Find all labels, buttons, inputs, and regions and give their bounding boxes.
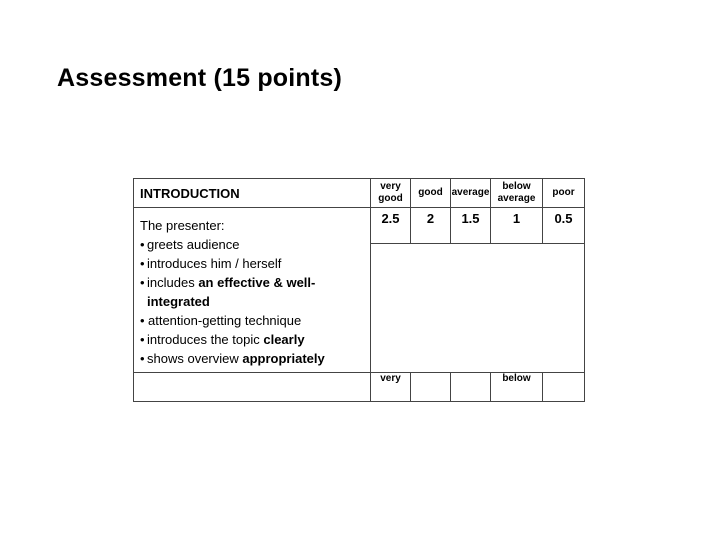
- column-label: very: [380, 181, 401, 192]
- score-good: 2: [411, 208, 451, 244]
- column-label: good: [418, 187, 443, 198]
- score-entry-box: [371, 244, 585, 373]
- column-label: average: [497, 193, 536, 204]
- score-poor: 0.5: [543, 208, 585, 244]
- criteria-item: • introduces the topic clearly: [140, 330, 366, 349]
- next-column-label: below: [491, 373, 543, 402]
- column-good: [411, 179, 451, 208]
- column-label: poor: [552, 187, 575, 198]
- column-label: below: [502, 181, 531, 192]
- slide-title: Assessment (15 points): [57, 64, 343, 92]
- next-column-label: [411, 373, 451, 402]
- rubric-body-row: [134, 208, 585, 244]
- score-very-good: 2.5: [371, 208, 411, 244]
- rubric-table: [133, 178, 585, 402]
- next-column-label: very: [371, 373, 411, 402]
- column-below-average: [491, 179, 543, 208]
- next-column-label: [543, 373, 585, 402]
- criteria-item: • shows overview appropriately: [140, 349, 366, 368]
- next-section-title: [134, 373, 371, 402]
- column-very-good: [371, 179, 411, 208]
- score-average: 1.5: [451, 208, 491, 244]
- criteria-cell: [134, 208, 371, 373]
- criteria-item: • introduces him / herself: [140, 254, 366, 273]
- criteria-item-continuation: • attention-getting technique: [140, 311, 366, 330]
- criteria-item: • includes an effective & well-integrated: [140, 273, 366, 311]
- criteria-lead: The presenter:: [140, 218, 225, 233]
- next-column-label: [451, 373, 491, 402]
- column-poor: [543, 179, 585, 208]
- section-title: INTRODUCTION: [134, 179, 371, 208]
- criteria-list: [140, 235, 366, 368]
- rubric-header-row: [134, 179, 585, 208]
- column-label: average: [451, 187, 490, 198]
- assessment-rubric: [133, 178, 584, 384]
- column-average: [451, 179, 491, 208]
- criteria-item: • greets audience: [140, 235, 366, 254]
- column-label: good: [378, 193, 403, 204]
- score-below-average: 1: [491, 208, 543, 244]
- next-section-header-row: [134, 373, 585, 402]
